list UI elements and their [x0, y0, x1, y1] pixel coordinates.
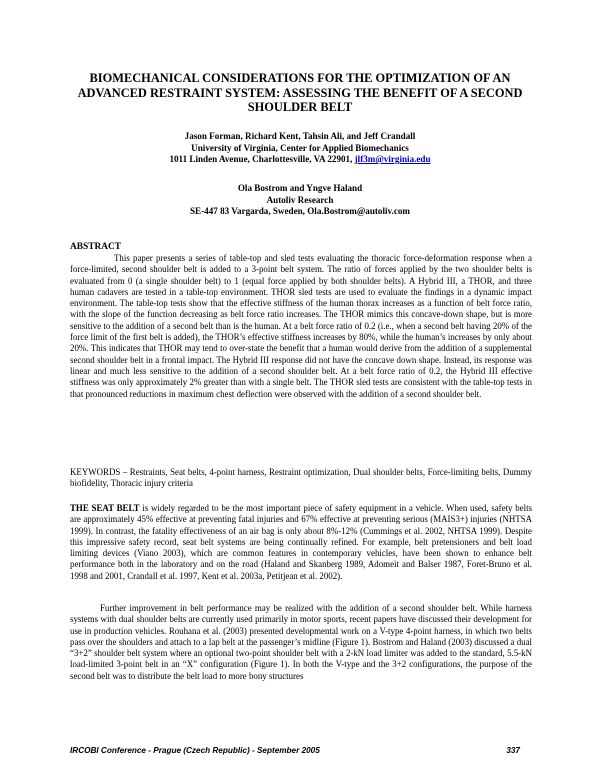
seatbelt-paragraph: [70, 503, 532, 582]
author-block-autoliv: [80, 183, 520, 218]
abstract-paragraph: This paper presents a series of table-top and sled tests evaluating the thoracic force-deformation response when a force-limited, second shoulder belt is added to a 3-point belt system. The ratio of forces applied by the two shoulder belts is evaluated from 0 (a single shoulder belt) to 1 (equal force applied by both shoulder belts). A Hybrid III, a THOR, and three human cadavers are tested in a table-top environment. THOR sled tests are used to evaluate the findings in a dynamic impact environment. The table-top tests show that the effective stiffness of the human thorax increases as a function of belt force ratio, with the slope of the function decreasing as belt force ratio increases. The THOR mimics this concave-down shape, but is more sensitive to the addition of a second belt than is the human. At a belt force ratio of 0.2 (i.e., when a second belt having 20% of the force limit of the first belt is added), the THOR’s effective stiffness increases by 80%, while the human’s increases by only about 20%. This indicates that THOR may tend to over-state the benefit that a human would derive from the addition of a supplemental second shoulder belt in a frontal impact. The Hybrid III response did not have the concave down shape. Instead, its response was linear and much less sensitive to the addition of a second shoulder belt. At a belt force ratio of 0.2, the Hybrid III effective stiffness was only approximately 2% greater than with a single belt. The THOR sled tests are consistent with the table-top tests in that pronounced reductions in maximum chest deflection were observed with the addition of a second shoulder belt.: [70, 253, 532, 399]
improvement-paragraph: Further improvement in belt performance may be realized with the addition of a second shoulder belt. While harness systems with dual shoulder belts are currently used primarily in motor sports, recent papers have discussed their development for use in production vehicles. Rouhana et al. (2003) presented developmental work on a V-type 4-point harness, in which two belts pass over the shoulders and attach to a lap belt at the passenger’s midline (Figure 1). Bostrom and Haland (2003) discussed a dual “3+2” shoulder belt system where an optional two-point shoulder belt with a 2-kN load limiter was added to the standard, 5.5-kN load-limited 3-point belt in an “X” configuration (Figure 1). In both the V-type and the 3+2 configurations, the purpose of the second belt was to distribute the belt load to more bony structures: [70, 603, 532, 681]
author-names: Jason Forman, Richard Kent, Tahsin Ali, and Jeff Crandall: [184, 131, 416, 141]
author-address: [80, 154, 520, 166]
page-number: 337: [506, 746, 520, 755]
author-names: Ola Bostrom and Yngve Haland: [237, 183, 363, 193]
page-footer: [70, 746, 520, 755]
section-lead: THE SEAT BELT: [70, 503, 140, 513]
address-text: 1011 Linden Avenue, Charlottesville, VA 22901,: [169, 154, 355, 165]
keywords-paragraph: KEYWORDS – Restraints, Seat belts, 4-point harness, Restraint optimization, Dual shoulder belts, Force-limiting belts, Dummy biofidelity, Thoracic injury criteria: [70, 467, 532, 489]
author-address: SE-447 83 Vargarda, Sweden, Ola.Bostrom@autoliv.com: [190, 206, 410, 217]
author-block-uva: [80, 131, 520, 166]
email-link[interactable]: jlf3m@virginia.edu: [354, 154, 431, 165]
paper-title: BIOMECHANICAL CONSIDERATIONS FOR THE OPTIMIZATION OF AN ADVANCED RESTRAINT SYSTEM: ASSESSING THE BENEFIT OF A SECOND SHOULDER BELT: [77, 71, 523, 115]
author-affiliation: University of Virginia, Center for Applied Biomechanics: [191, 142, 409, 153]
abstract-heading: ABSTRACT: [70, 242, 122, 252]
conference-name: IRCOBI Conference - Prague (Czech Republic) - September 2005: [70, 746, 320, 755]
seatbelt-text: is widely regarded to be the most important piece of safety equipment in a vehicle. When used, safety belts are approximately 45% effective at preventing fatal injuries and 67% effective at preventing serious (MAIS3+) injuries (NHTSA 1999). In contrast, the fatality effectiveness of an air bag is only about 8%-12% (Cummings et al. 2002, NHTSA 1999). Despite this impressive safety record, seat belt systems are being continually refined. For example, belt pretensioners and belt load limiting devices (Viano 2003), which are common features in contemporary vehicles, have been shown to enhance belt performance both in the laboratory and on the road (Haland and Skanberg 1989, Adomeit and Balser 1987, Foret-Bruno et al. 1998 and 2001, Crandall et al. 1997, Kent et al. 2003a, Petitjean et al. 2002).: [70, 503, 533, 581]
author-affiliation: Autoliv Research: [266, 194, 334, 205]
